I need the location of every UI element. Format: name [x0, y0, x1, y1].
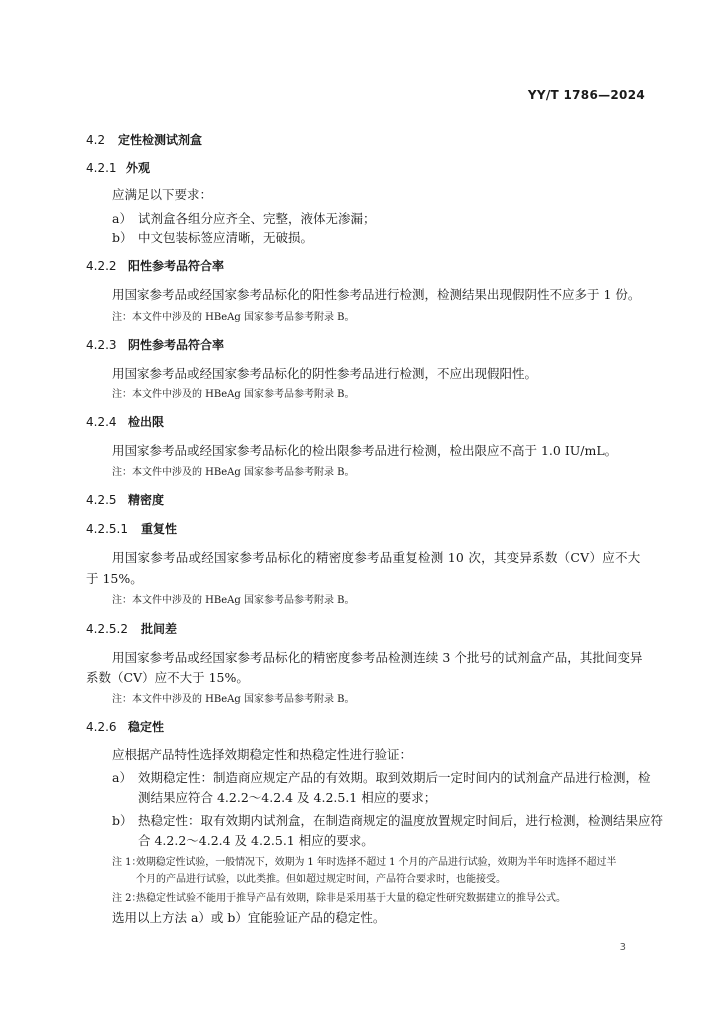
section-title: 重复性: [141, 522, 178, 536]
list-marker: b）: [112, 230, 133, 245]
section-number: 4.2.1: [86, 161, 117, 175]
paragraph: 用国家参考品或经国家参考品标化的检出限参考品进行检测，检出限应不高于 1.0 IU/mL。: [112, 443, 618, 458]
note-text-line: 个月的产品进行试验，以此类推。但如超过规定时间，产品符合要求时，也能接受。: [136, 874, 506, 885]
section-4-2-2-heading: [86, 257, 224, 274]
note: 注：本文件中涉及的 HBeAg 国家参考品参考附录 B。: [112, 467, 355, 478]
list-item-text-line: 热稳定性：取有效期内试剂盒，在制造商规定的温度放置规定时间后，进行检测，检测结果应符: [138, 813, 664, 828]
paragraph-line: 用国家参考品或经国家参考品标化的精密度参考品检测连续 3 个批号的试剂盒产品，其批间变异: [112, 650, 643, 665]
paragraph: 用国家参考品或经国家参考品标化的阳性参考品进行检测，检测结果出现假阴性不应多于 1 份。: [112, 287, 641, 302]
section-title: 外观: [126, 161, 151, 175]
list-item-text-line: 测结果应符合 4.2.2～4.2.4 及 4.2.5.1 相应的要求；: [138, 790, 437, 805]
paragraph-line: 系数（CV）应不大于 15%。: [86, 670, 249, 685]
note: 注：本文件中涉及的 HBeAg 国家参考品参考附录 B。: [112, 312, 355, 323]
section-title: 批间差: [141, 622, 178, 636]
note: 注：本文件中涉及的 HBeAg 国家参考品参考附录 B。: [112, 694, 355, 705]
list-item-text: 试剂盒各组分应齐全、完整，液体无渗漏；: [138, 211, 376, 226]
list-item-text-line: 效期稳定性：制造商应规定产品的有效期。取到效期后一定时间内的试剂盒产品进行检测，检: [138, 770, 651, 785]
list-item: [112, 228, 313, 246]
section-number: 4.2.2: [86, 259, 117, 273]
list-marker: b）: [112, 813, 133, 828]
section-4-2-6-heading: [86, 718, 164, 735]
section-number: 4.2.3: [86, 338, 117, 352]
document-number: YY/T 1786—2024: [527, 88, 645, 102]
section-4-2-5-heading: [86, 491, 164, 508]
note-text-line: 效期稳定性试验，一般情况下，效期为 1 年时选择不超过 1 个月的产品进行试验，效期为半年时选择不超过半: [136, 857, 617, 868]
paragraph-line: 于 15%。: [86, 571, 143, 586]
section-title: 精密度: [128, 493, 165, 507]
section-title: 阳性参考品符合率: [128, 259, 225, 273]
section-title: 阴性参考品符合率: [128, 338, 225, 352]
section-number: 4.2.6: [86, 720, 117, 734]
note-label: 注 2：: [112, 893, 142, 904]
section-number: 4.2.5.1: [86, 522, 128, 536]
note-label: 注 1：: [112, 857, 142, 868]
section-title: 定性检测试剂盒: [118, 133, 203, 147]
section-4-2-4-heading: [86, 413, 164, 430]
note: 注：本文件中涉及的 HBeAg 国家参考品参考附录 B。: [112, 595, 355, 606]
section-4-2-5-1-heading: [86, 520, 177, 537]
paragraph: 选用以上方法 a）或 b）宜能验证产品的稳定性。: [112, 910, 386, 925]
section-title: 检出限: [128, 415, 165, 429]
list-item-text: 中文包装标签应清晰，无破损。: [138, 230, 314, 245]
paragraph: 应根据产品特性选择效期稳定性和热稳定性进行验证：: [112, 747, 413, 762]
section-number: 4.2.5: [86, 493, 117, 507]
section-4-2-1-heading: [86, 159, 150, 176]
section-title: 稳定性: [128, 720, 165, 734]
paragraph: 用国家参考品或经国家参考品标化的阴性参考品进行检测，不应出现假阳性。: [112, 366, 538, 381]
section-4-2-heading: [86, 131, 202, 148]
page-number: 3: [619, 942, 626, 953]
paragraph: 应满足以下要求：: [112, 187, 213, 202]
section-4-2-5-2-heading: [86, 620, 177, 637]
list-marker: a）: [112, 770, 132, 785]
paragraph-line: 用国家参考品或经国家参考品标化的精密度参考品重复检测 10 次，其变异系数（CV）应不大: [112, 550, 641, 565]
section-number: 4.2.4: [86, 415, 117, 429]
list-item-text-line: 合 4.2.2～4.2.4 及 4.2.5.1 相应的要求。: [138, 833, 374, 848]
list-marker: a）: [112, 211, 132, 226]
section-number: 4.2.5.2: [86, 622, 128, 636]
section-number: 4.2: [86, 133, 106, 147]
note-text: 热稳定性试验不能用于推导产品有效期，除非是采用基于大量的稳定性研究数据建立的推导公式。: [136, 893, 566, 904]
note: 注：本文件中涉及的 HBeAg 国家参考品参考附录 B。: [112, 389, 355, 400]
list-item: [112, 209, 376, 227]
section-4-2-3-heading: [86, 336, 224, 353]
